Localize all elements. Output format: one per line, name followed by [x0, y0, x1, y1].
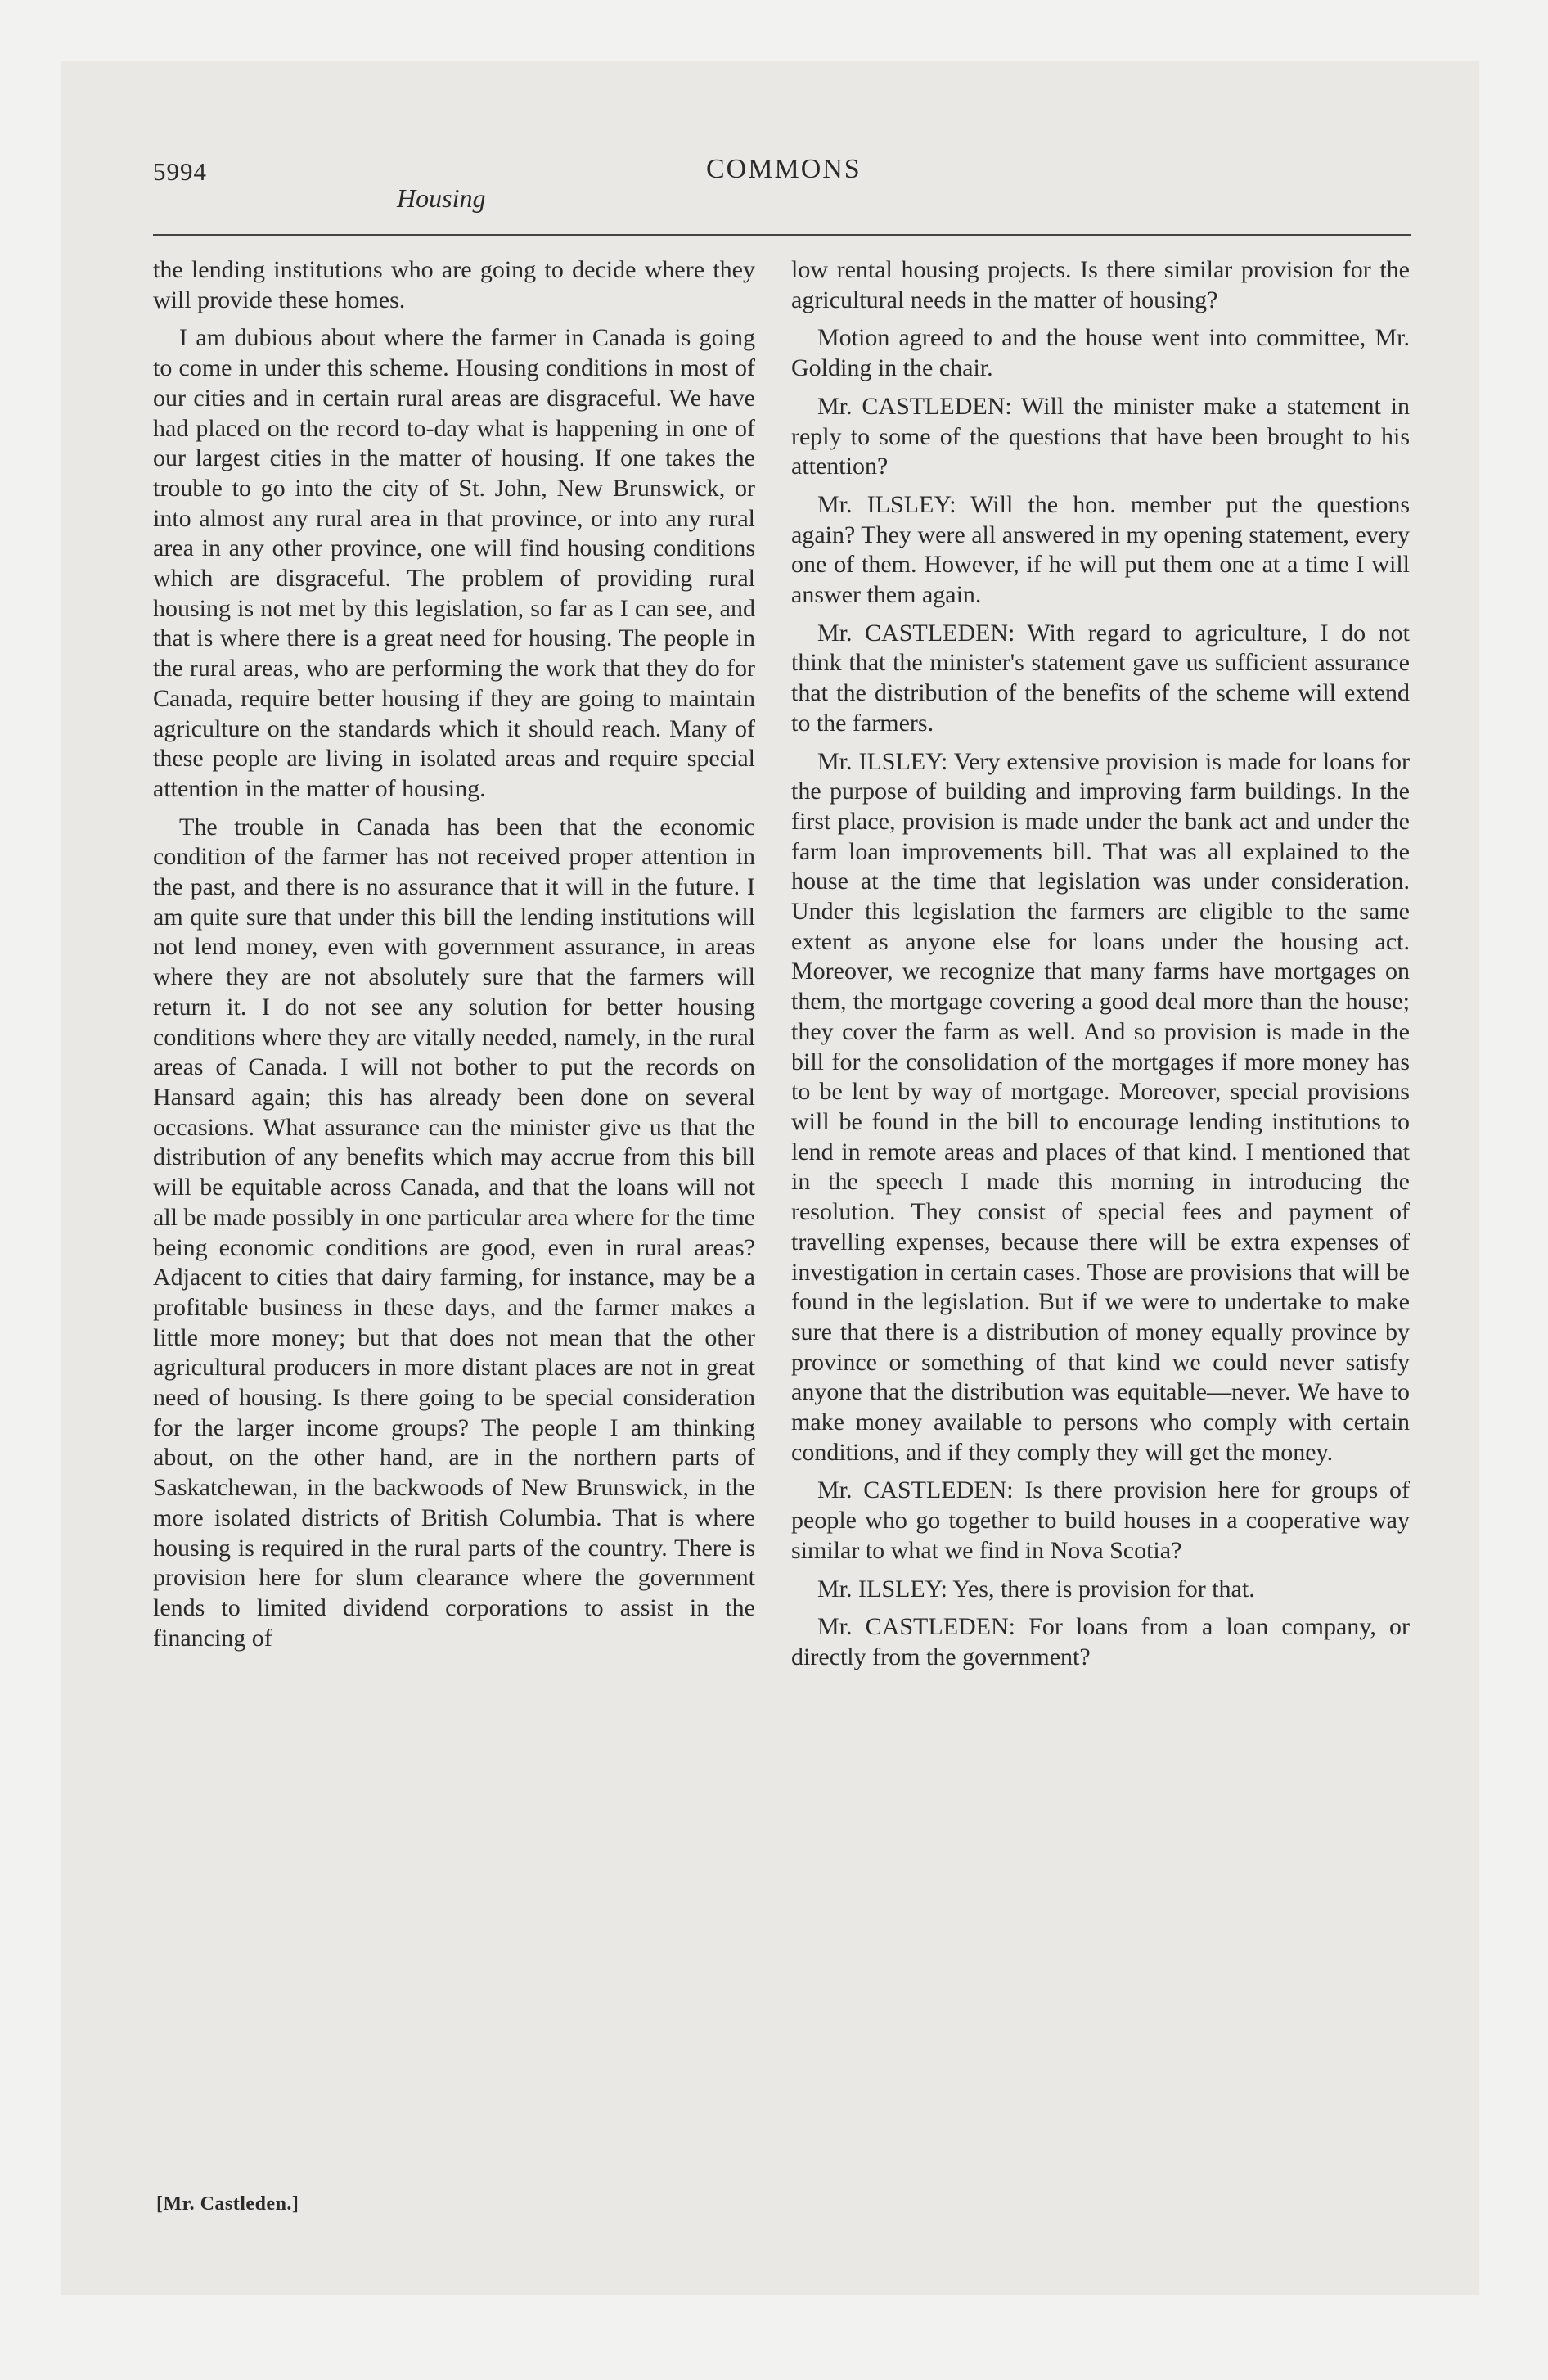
paragraph: Mr. CASTLEDEN: With regard to agriculture, I do not think that the minister's statement gave us sufficient assurance that the distribution of the benefits of the scheme will extend to the farmers.: [791, 619, 1410, 737]
paragraph: Mr. ILSLEY: Yes, there is provision for that.: [817, 1575, 1255, 1602]
page-number: 5994: [153, 157, 207, 186]
paragraph: Mr. ILSLEY: Very extensive provision is made for loans for the purpose of building and improving farm buildings. In the first place, provision is made under the bank act and under the farm loan improvements bill. That was all explained to the house at the time that legislation was under consideration. Under this legislation the farmers are eligible to the same extent as anyone else for loans under the housing act. Moreover, we recognize that many farms have mortgages on them, the mortgage covering a good deal more than the house; they cover the farm as well. And so provision is made in the bill for the consolidation of the mortgages if more money has to be lent by way of mortgage. Moreover, special provisions will be found in the bill to encourage lending institutions to lend in remote areas and places of that kind. I mentioned that in the speech I made this morning in introducing the resolution. They consist of special fees and payment of travelling expenses, because there will be extra expenses of investigation in certain cases. Those are provisions that will be found in the legislation. But if we were to undertake to make sure that there is a distribution of money equally province by province or something of that kind we could never satisfy anyone that the distribution was equitable—never. We have to make money available to persons who comply with certain conditions, and if they comply they will get the money.: [791, 747, 1410, 1466]
right-column: [791, 255, 1410, 2220]
header-rule: [153, 234, 1411, 236]
paragraph: The trouble in Canada has been that the economic condition of the farmer has not received proper attention in the past, and there is no assurance that it will in the future. I am quite sure that under this bill the lending institutions will not lend money, even with government assurance, in areas where they are not absolutely sure that the farmers will return it. I do not see any solution for better housing conditions where they are vitally needed, namely, in the rural areas of Canada. I will not bother to put the records on Hansard again; this has already been done on several occasions. What assurance can the minister give us that the distribution of any benefits which may accrue from this bill will be equitable across Canada, and that the loans will not all be made possibly in one particular area where for the time being economic conditions are good, even in rural areas? Adjacent to cities that dairy farming, for instance, may be a profitable business in these days, and the farmer makes a little more money; but that does not mean that the other agricultural producers in more distant places are not in great need of housing. Is there going to be special consideration for the larger income groups? The people I am thinking about, on the other hand, are in the northern parts of Saskatchewan, in the backwoods of New Brunswick, in the more isolated districts of British Columbia. That is where housing is required in the rural parts of the country. There is provision here for slum clearance where the government lends to limited dividend corporations to assist in the financing of: [153, 813, 755, 1652]
paragraph: I am dubious about where the farmer in Canada is going to come in under this scheme. Housing conditions in most of our cities and in certain rural areas are disgraceful. We have had placed on the record to-day what is happening in one of our largest cities in the matter of housing. If one takes the trouble to go into the city of St. John, New Brunswick, or into almost any rural area in that province, or into any rural area in any other province, one will find housing conditions which are disgraceful. The problem of providing rural housing is not met by this legislation, so far as I can see, and that is where there is a great need for housing. The people in the rural areas, who are performing the work that they do for Canada, require better housing if they are going to maintain agriculture on the standards which it should reach. Many of these people are living in isolated areas and require special attention in the matter of housing.: [153, 324, 755, 802]
page-header: [61, 61, 1479, 241]
paragraph: low rental housing projects. Is there similar provision for the agricultural needs in the matter of housing?: [791, 256, 1410, 313]
paragraph: Mr. CASTLEDEN: For loans from a loan company, or directly from the government?: [791, 1613, 1410, 1670]
running-head: COMMONS: [706, 154, 862, 184]
section-heading: Housing: [397, 183, 486, 213]
paragraph: the lending institutions who are going to decide where they will provide these homes.: [153, 256, 755, 313]
paragraph: Mr. CASTLEDEN: Will the minister make a statement in reply to some of the questions that have been brought to his attention?: [791, 392, 1410, 480]
hansard-page: [61, 61, 1479, 2295]
paragraph: Mr. ILSLEY: Will the hon. member put the questions again? They were all answered in my opening statement, every one of them. However, if he will put them one at a time I will answer them again.: [791, 490, 1410, 609]
paragraph: Mr. CASTLEDEN: Is there provision here for groups of people who go together to build houses in a cooperative way similar to what we find in Nova Scotia?: [791, 1476, 1410, 1564]
speaker-footnote: [Mr. Castleden.]: [156, 2193, 299, 2215]
left-column: [153, 255, 755, 2170]
paragraph: Motion agreed to and the house went into committee, Mr. Golding in the chair.: [791, 324, 1410, 382]
